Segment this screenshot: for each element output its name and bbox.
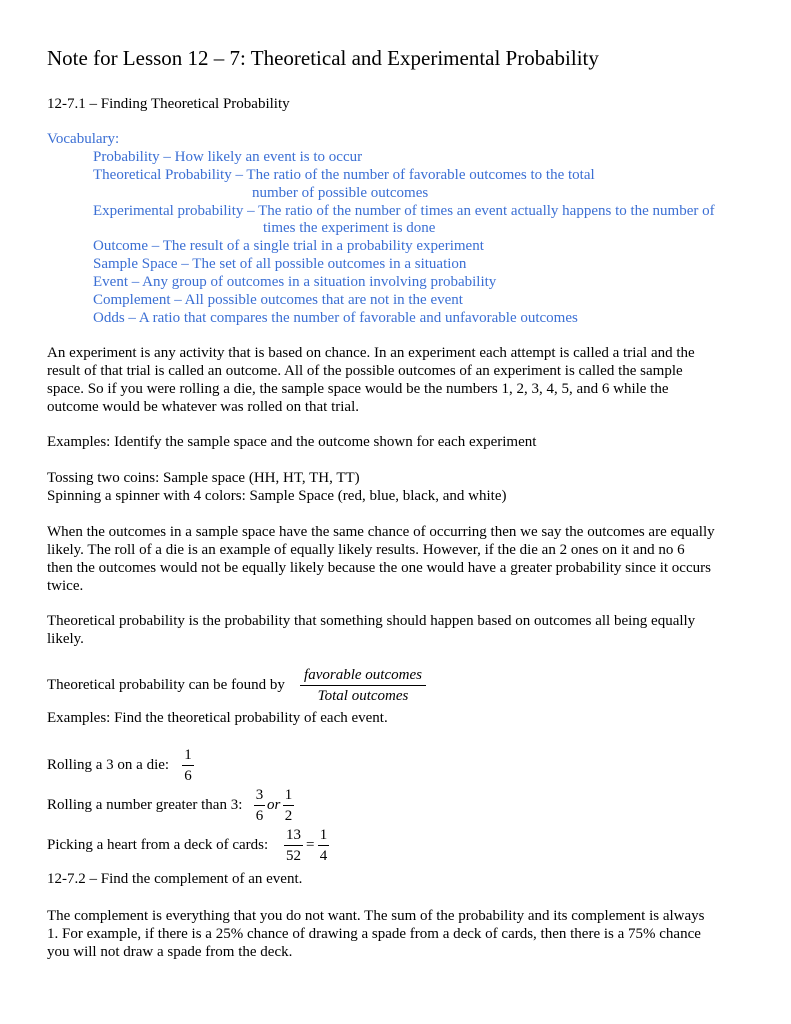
example-coins: Tossing two coins: Sample space (HH, HT, TH, TT): [47, 470, 360, 486]
fraction-bar: [284, 845, 303, 846]
fraction-bar: [283, 805, 294, 806]
section-heading-complement: 12-7.2 – Find the complement of an event.: [47, 871, 303, 887]
vocab-probability: Probability – How likely an event is to occur: [93, 149, 363, 165]
fraction-bar: [254, 805, 265, 806]
vocab-complement: Complement – All possible outcomes that are not in the event: [93, 292, 463, 308]
paragraph-line: An experiment is any activity that is based on chance. In an experiment each attempt is called a trial and the: [47, 345, 695, 361]
paragraph-line: 1. For example, if there is a 25% chance of drawing a spade from a deck of cards, then there is a 75% chance: [47, 926, 701, 942]
examples-theoretical-heading: Examples: Find the theoretical probability of each event.: [47, 710, 388, 726]
fraction-numerator: 3: [255, 787, 264, 803]
example-die-fraction: [182, 746, 194, 785]
fraction-denominator: 6: [184, 768, 192, 784]
paragraph-line: twice.: [47, 578, 84, 594]
fraction-numerator: 1: [184, 747, 192, 763]
or-text: or: [267, 797, 281, 813]
paragraph-line: outcome would be whatever was rolled on that trial.: [47, 399, 359, 415]
paragraph-line: When the outcomes in a sample space have the same chance of occurring then we say the outcomes are equally: [47, 524, 715, 540]
fraction-bar: [300, 685, 426, 686]
vocabulary-heading: Vocabulary:: [47, 131, 120, 147]
vocab-theoretical-probability: Theoretical Probability – The ratio of the number of favorable outcomes to the total: [93, 167, 595, 183]
vocab-experimental-probability-cont: times the experiment is done: [263, 220, 436, 236]
paragraph-line: result of that trial is called an outcome. All of the possible outcomes of an experiment is called the sample: [47, 363, 683, 379]
fraction-numerator: 13: [286, 827, 301, 843]
paragraph-line: space. So if you were rolling a die, the sample space would be the numbers 1, 2, 3, 4, 5, and 6 while the: [47, 381, 669, 397]
vocab-theoretical-probability-cont: number of possible outcomes: [252, 185, 429, 201]
fraction-bar: [318, 845, 329, 846]
examples-sample-space-heading: Examples: Identify the sample space and the outcome shown for each experiment: [47, 434, 537, 450]
example-spinner: Spinning a spinner with 4 colors: Sample Space (red, blue, black, and white): [47, 488, 507, 504]
example-heart-fraction-2: [318, 826, 329, 865]
formula-denominator: Total outcomes: [317, 688, 409, 704]
example-heart-fraction-1: [284, 826, 303, 865]
equals-sign: =: [306, 837, 315, 853]
fraction-denominator: 4: [319, 848, 328, 864]
example-greater-label: Rolling a number greater than 3:: [47, 797, 243, 813]
vocab-sample-space: Sample Space – The set of all possible outcomes in a situation: [93, 256, 467, 272]
fraction-bar: [182, 765, 194, 766]
paragraph-line: The complement is everything that you do not want. The sum of the probability and its complement is always: [47, 908, 705, 924]
paragraph-experiment: [47, 344, 747, 416]
formula-lead-text: Theoretical probability can be found by: [47, 677, 285, 693]
page-title: Note for Lesson 12 – 7: Theoretical and Experimental Probability: [47, 46, 599, 70]
paragraph-theoretical: [47, 612, 747, 648]
vocab-event: Event – Any group of outcomes in a situation involving probability: [93, 274, 497, 290]
vocab-experimental-probability: Experimental probability – The ratio of the number of times an event actually happens to the number of: [93, 203, 715, 219]
fraction-numerator: 1: [319, 827, 328, 843]
fraction-denominator: 2: [284, 808, 293, 824]
fraction-denominator: 52: [286, 848, 301, 864]
section-heading-theoretical: 12-7.1 – Finding Theoretical Probability: [47, 96, 290, 112]
paragraph-complement: [47, 907, 747, 961]
fraction-numerator: 1: [284, 787, 293, 803]
vocab-outcome: Outcome – The result of a single trial in a probability experiment: [93, 238, 484, 254]
paragraph-line: Theoretical probability is the probability that something should happen based on outcomes all being equally: [47, 613, 696, 629]
paragraph-line: likely.: [47, 631, 84, 647]
fraction-denominator: 6: [255, 808, 264, 824]
example-greater-fraction-1: [254, 786, 265, 825]
example-greater-fraction-2: [283, 786, 294, 825]
paragraph-line: then the outcomes would not be equally likely because the one would have a greater probability since it occurs: [47, 560, 711, 576]
formula-fraction: [300, 666, 426, 705]
vocab-odds: Odds – A ratio that compares the number of favorable and unfavorable outcomes: [93, 310, 578, 326]
example-heart-label: Picking a heart from a deck of cards:: [47, 837, 269, 853]
formula-numerator: favorable outcomes: [304, 667, 422, 683]
example-die-label: Rolling a 3 on a die:: [47, 757, 170, 773]
paragraph-line: likely. The roll of a die is an example of equally likely results. However, if the die an 2 ones on it and no 6: [47, 542, 685, 558]
paragraph-line: you will not draw a spade from the deck.: [47, 944, 293, 960]
paragraph-equally-likely: [47, 523, 747, 595]
